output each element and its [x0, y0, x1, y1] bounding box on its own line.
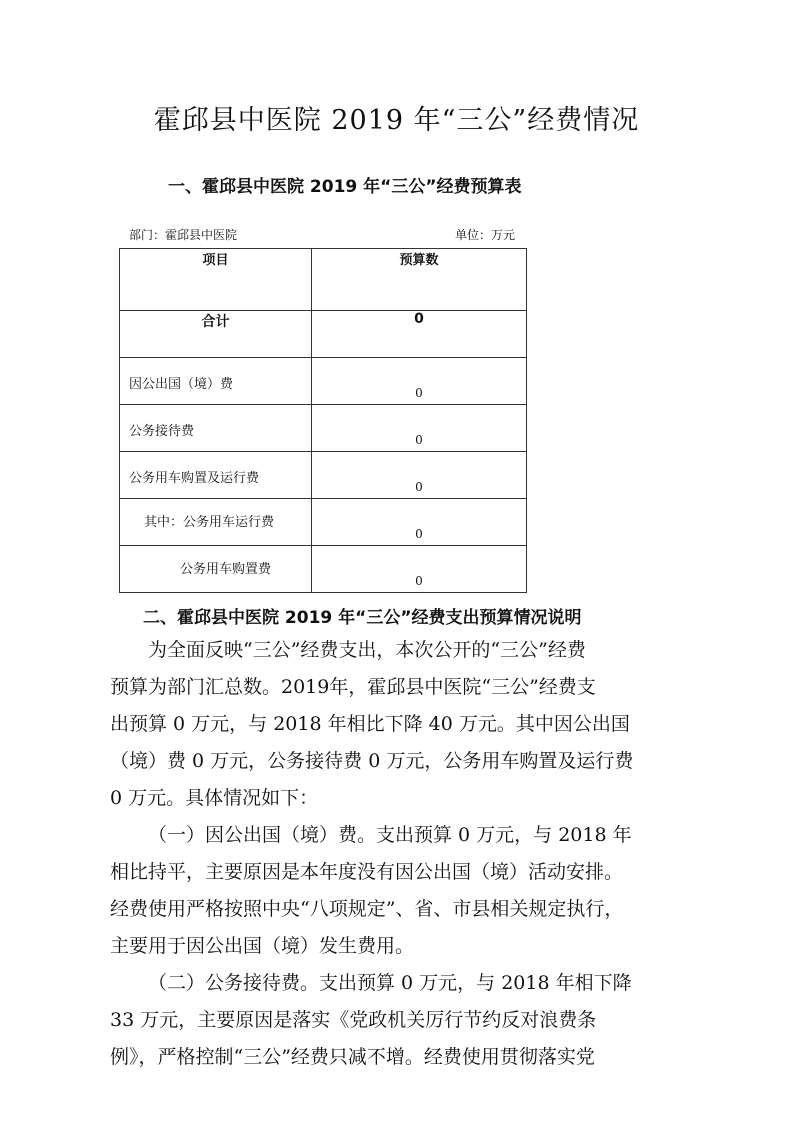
- row-value: 0: [415, 433, 423, 447]
- department-label: 部门：霍邱县中医院: [129, 228, 238, 242]
- header-budget: 预算数: [312, 249, 527, 311]
- row-label: 公务接待费: [129, 424, 195, 439]
- section-heading-explanation: 二、霍邱县中医院 2019 年“三公”经费支出预算情况说明: [143, 608, 582, 628]
- table-total-row: [120, 311, 527, 358]
- section-heading-budget-table: 一、霍邱县中医院 2019 年“三公”经费预算表: [168, 177, 522, 197]
- total-label: 合计: [120, 311, 312, 358]
- body-line: 预算为部门汇总数。2019年，霍邱县中医院“三公”经费支: [110, 676, 596, 698]
- explanation-body: [110, 632, 700, 1076]
- body-line: 例》，严格控制“三公”经费只减不增。经费使用贯彻落实党: [110, 1046, 595, 1068]
- body-line: 0 万元。具体情况如下：: [110, 787, 319, 809]
- body-line: （二）公务接待费。支出预算 0 万元，与 2018 年相下降: [148, 972, 632, 994]
- unit-label: 单位：万元: [455, 228, 516, 242]
- body-line: （境）费 0 万元，公务接待费 0 万元，公务用车购置及运行费: [110, 750, 634, 772]
- table-row: [120, 358, 527, 405]
- body-line: （一）因公出国（境）费。支出预算 0 万元，与 2018 年: [148, 824, 632, 846]
- row-value: 0: [415, 386, 423, 400]
- page-title: 霍邱县中医院 2019 年“三公”经费情况: [153, 105, 640, 136]
- body-line: 经费使用严格按照中央“八项规定”、省、市县相关规定执行，: [110, 898, 624, 920]
- body-line: 出预算 0 万元，与 2018 年相比下降 40 万元。其中因公出国: [110, 713, 630, 735]
- body-line: 为全面反映“三公”经费支出，本次公开的“三公”经费: [148, 639, 586, 661]
- body-line: 相比持平，主要原因是本年度没有因公出国（境）活动安排。: [110, 861, 624, 883]
- row-value: 0: [415, 480, 423, 494]
- row-label: 公务用车购置及运行费: [129, 471, 260, 486]
- table-row: [120, 405, 527, 452]
- budget-table: [119, 248, 527, 593]
- row-label: 其中：公务用车运行费: [144, 515, 275, 530]
- row-value: 0: [415, 574, 423, 588]
- table-header-row: [120, 249, 527, 311]
- table-row: [120, 452, 527, 499]
- total-value: 0: [312, 311, 527, 358]
- row-label: 因公出国（境）费: [129, 377, 234, 392]
- table-row: [120, 546, 527, 593]
- table-row: [120, 499, 527, 546]
- header-item: 项目: [120, 249, 312, 311]
- row-value: 0: [415, 527, 423, 541]
- body-line: 33 万元，主要原因是落实《党政机关厉行节约反对浪费条: [110, 1009, 597, 1031]
- row-label: 公务用车购置费: [180, 562, 272, 577]
- body-line: 主要用于因公出国（境）发生费用。: [110, 935, 415, 957]
